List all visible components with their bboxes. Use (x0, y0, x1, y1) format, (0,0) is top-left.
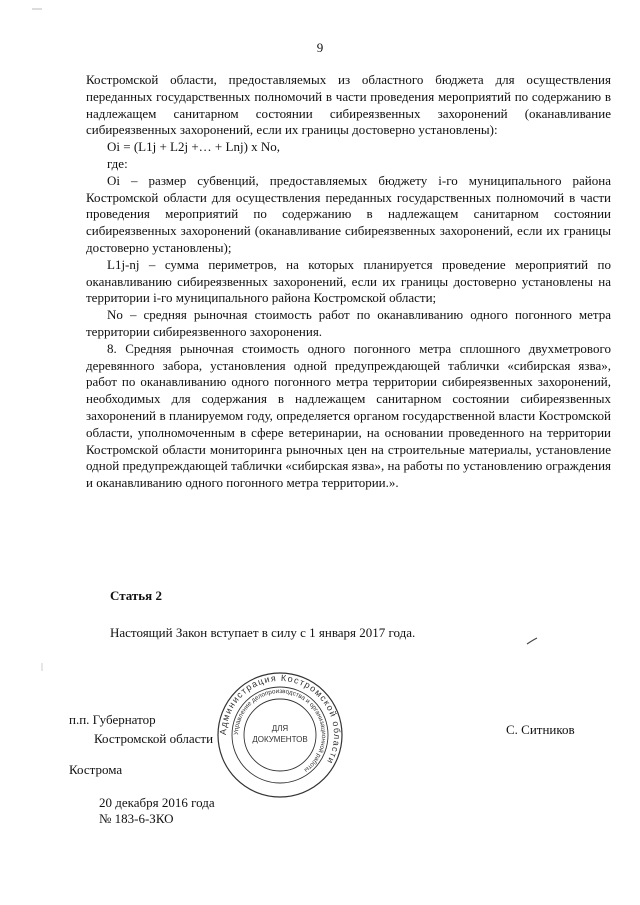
scan-mark-top (30, 5, 60, 13)
paragraph-item-8: 8. Средняя рыночная стоимость одного погонного метра сплошного двухметрового деревянного забора, установления одной предупреждающей таблички «сибирская язва», работ по оканавливанию одного погонного метра территории сибиреязвенных захоронений, необходимых для содержания в надлежащем санитарном состоянии сибиреязвенных захоронений в планируемом году, определяется органом государственной власти Костромской области, уполномоченным в сфере ветеринарии, на основании проведенного на территории Костромской области мониторинга рыночных цен на строительные материалы, установление одной предупреждающей таблички «сибирская язва», на работы по установлению ограждения и оканавливанию одного погонного метра территории.». (86, 340, 611, 491)
formula-where: где: (107, 155, 128, 171)
paragraph-oi-definition: Oi – размер субвенций, предоставляемых бюджету i-го муниципального района Костромской области для осуществления переданных государственных полномочий в части проведения мероприятий по содержанию в надлежащем санитарном состоянии сибиреязвенных захоронений (оканавливание сибиреязвенных захоронений, если их границы достоверно установлены); (86, 172, 611, 255)
pen-mark (525, 636, 539, 646)
article-text: Настоящий Закон вступает в силу с 1 января 2017 года. (110, 625, 416, 640)
city: Кострома (69, 762, 123, 777)
paragraph-l-definition: L1j-nj – сумма периметров, на которых планируется проведение мероприятий по оканавливанию сибиреязвенных захоронений, если их границы достоверно установлены на территории i-го муниципального района Костромской области; (86, 256, 611, 306)
scan-mark-left (40, 662, 44, 672)
stamp-inner-ring-text: Управление делопроизводства и организационной работы (232, 687, 328, 774)
stamp-center-line1: ДЛЯ (271, 724, 289, 733)
official-stamp (215, 670, 345, 800)
formula: Oi = (L1j + L2j +… + Lnj) x No, (107, 139, 281, 155)
stamp-center-line2: ДОКУМЕНТОВ (252, 735, 308, 744)
paragraph-no-definition: No – средняя рыночная стоимость работ по оканавливанию одного погонного метра территории сибиреязвенного захоронения. (86, 307, 611, 339)
article-title: Статья 2 (110, 588, 162, 603)
page-number: 9 (316, 40, 324, 55)
document-body (86, 72, 611, 492)
document-number: № 183-6-ЗКО (99, 811, 174, 826)
date-block (99, 795, 215, 827)
paragraph-intro: Костромской области, предоставляемых из областного бюджета для осуществления переданных государственных полномочий в части проведения мероприятий по содержанию в надлежащем санитарном состоянии сибиреязвенных захоронений (оканавливание сибиреязвенных захоронений, если их границы достоверно установлены): (86, 72, 611, 138)
stamp-ring-text: Администрация Костромской области (217, 672, 343, 767)
signature-position (69, 710, 213, 748)
document-date: 20 декабря 2016 года (99, 795, 215, 810)
signatory-name: С. Ситников (506, 722, 575, 737)
signature-position-line1: п.п. Губернатор (69, 712, 156, 727)
signature-position-line2: Костромской области (94, 731, 214, 746)
